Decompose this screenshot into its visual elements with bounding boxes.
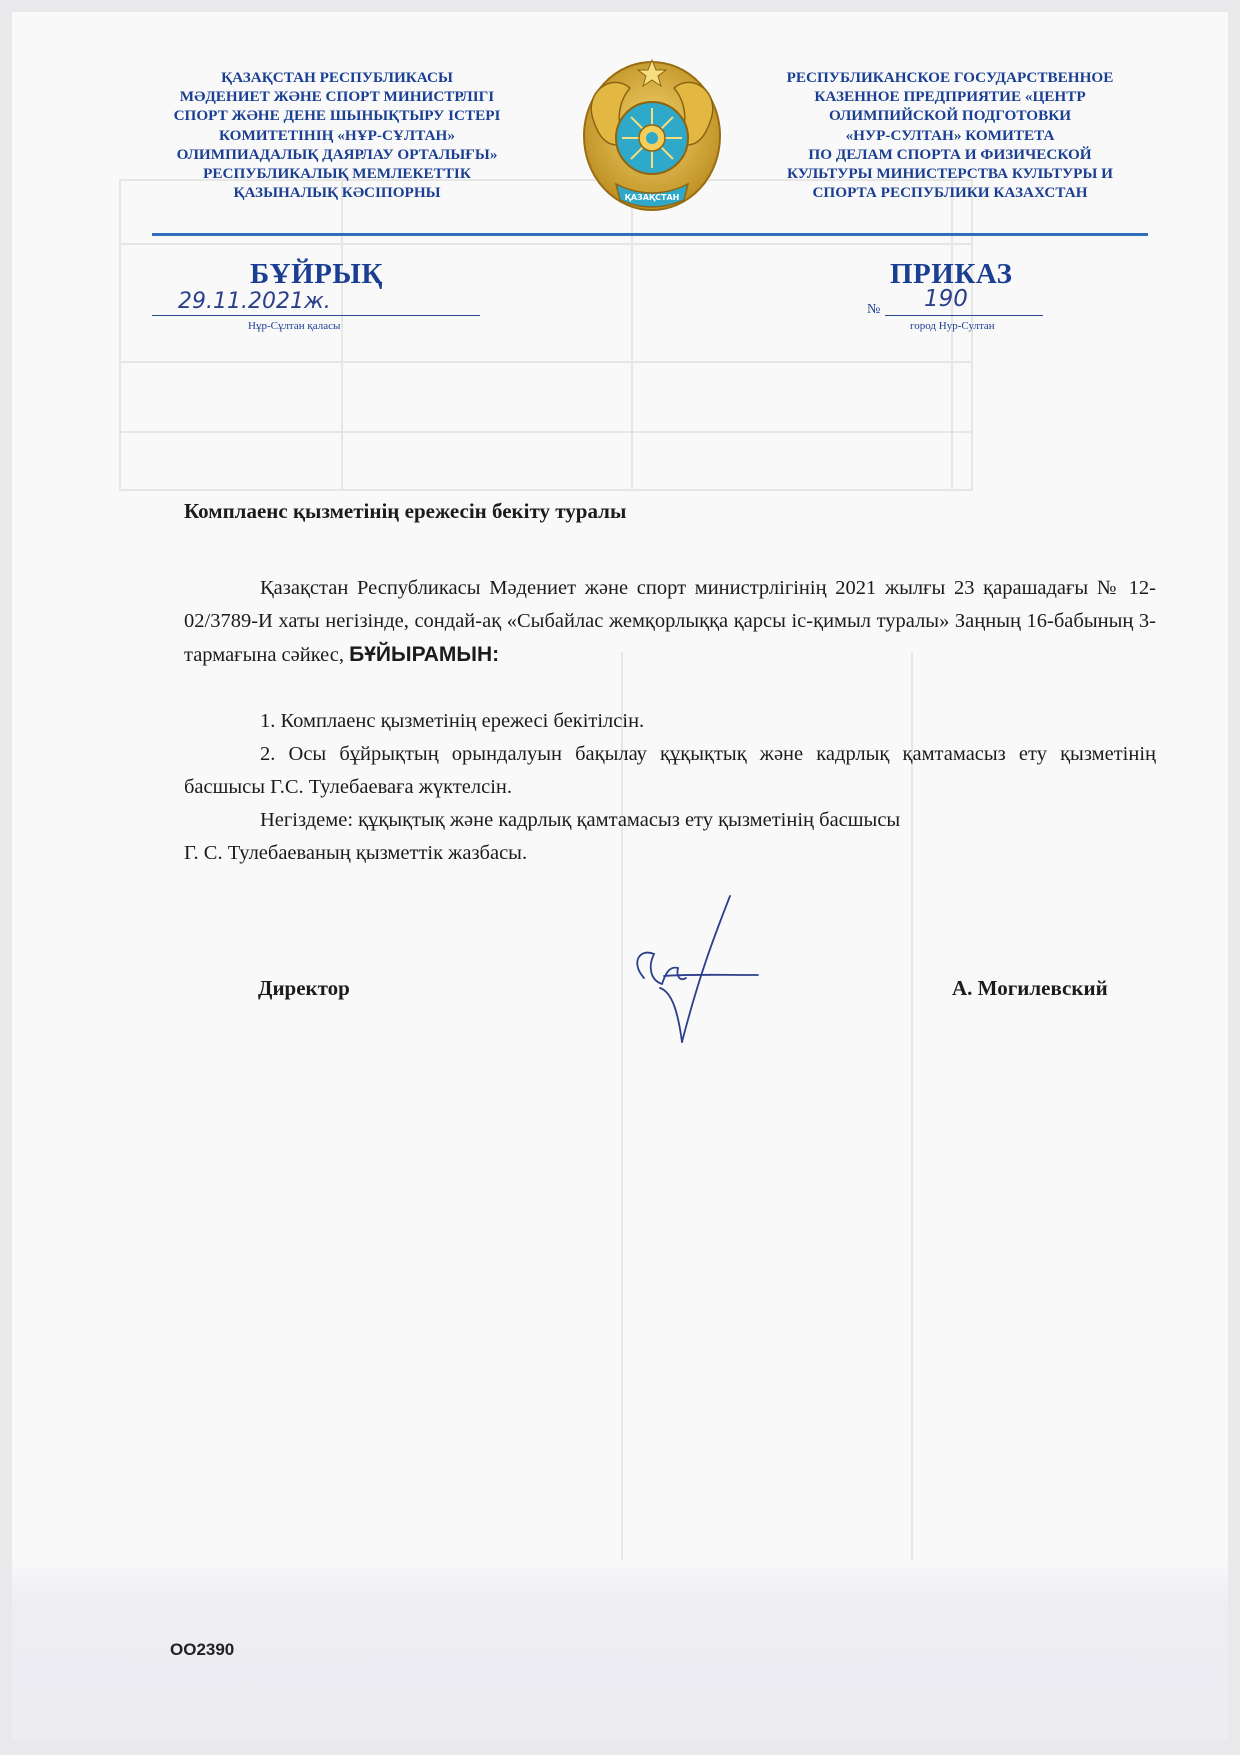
- header-org-ru: [750, 68, 1150, 202]
- handwritten-signature: [620, 892, 760, 1052]
- header-kz-line: ҚАЗАҚСТАН РЕСПУБЛИКАСЫ: [221, 69, 453, 86]
- order-item-2: 2. Осы бұйрықтың орындалуын бақылау құқықтық және кадрлық қамтамасыз ету қызметінің басшысы Г.С. Тулебаеваға жүктелсін.: [184, 743, 1156, 798]
- header-org-kz: [152, 68, 522, 202]
- paragraph-preamble: [184, 572, 1156, 672]
- preamble-text: Қазақстан Республикасы Мәдениет және спорт министрлігінің 2021 жылғы 23 қарашадағы № 12-02/3789-И хаты негізінде, сондай-ақ «Сыбайлас жемқорлыққа қарсы іс-қимыл туралы» Заңның 16-бабының 3-тармағына сәйкес,: [184, 577, 1156, 666]
- emblem-text: ҚАЗАҚСТАН: [624, 193, 680, 202]
- order-number: 190: [924, 286, 968, 312]
- number-underline: [885, 315, 1043, 316]
- document-title: Комплаенс қызметінің ережесін бекіту туралы: [184, 499, 627, 523]
- document-page: [12, 12, 1228, 1740]
- header-kz-line: РЕСПУБЛИКАЛЫҚ МЕМЛЕКЕТТІК: [203, 165, 471, 183]
- order-date: 29.11.2021ж.: [178, 289, 331, 314]
- header-ru-line: «НУР-СУЛТАН» КОМИТЕТА: [845, 126, 1055, 144]
- order-item-1: 1. Комплаенс қызметінің ережесі бекітілсін.: [260, 710, 645, 732]
- basis-line-2: Г. С. Тулебаеваның қызметтік жазбасы.: [184, 842, 528, 864]
- header-ru-line: КУЛЬТУРЫ МИНИСТЕРСТВА КУЛЬТУРЫ И: [787, 165, 1113, 183]
- basis-line-1: Негіздеме: құқықтық және кадрлық қамтамасыз ету қызметінің басшысы: [260, 809, 901, 831]
- order-title-ru: ПРИКАЗ: [890, 258, 1013, 290]
- header-kz-line: КОМИТЕТІНІҢ «НҰР-СҰЛТАН»: [219, 126, 455, 144]
- signatory-position: Директор: [258, 976, 350, 1000]
- header-ru-line: СПОРТА РЕСПУБЛИКИ КАЗАХСТАН: [812, 184, 1088, 202]
- header-ru-line: КАЗЕННОЕ ПРЕДПРИЯТИЕ «ЦЕНТР: [814, 88, 1086, 106]
- city-ru: город Нур-Султан: [910, 320, 995, 332]
- header-ru-line: РЕСПУБЛИКАНСКОЕ ГОСУДАРСТВЕННОЕ: [786, 69, 1114, 86]
- signatory-name: А. Могилевский: [952, 976, 1108, 1000]
- basis-paragraph: [184, 804, 1156, 870]
- header-kz-line: ОЛИМПИАДАЛЫҚ ДАЯРЛАУ ОРТАЛЫҒЫ»: [176, 145, 498, 163]
- header-kz-line: СПОРТ ЖӘНЕ ДЕНЕ ШЫНЫҚТЫРУ ІСТЕРІ: [173, 107, 501, 125]
- document-code: ОО2390: [170, 1640, 235, 1659]
- order-directive: БҰЙЫРАМЫН:: [349, 643, 500, 666]
- number-sign: №: [867, 302, 881, 317]
- state-emblem-icon: [572, 52, 732, 220]
- date-underline: [152, 315, 480, 316]
- header-ru-line: ПО ДЕЛАМ СПОРТА И ФИЗИЧЕСКОЙ: [808, 145, 1092, 163]
- header-ru-line: ОЛИМПИЙСКОЙ ПОДГОТОВКИ: [828, 107, 1072, 125]
- order-title-kz: БҰЙРЫҚ: [250, 258, 383, 290]
- header-kz-line: МӘДЕНИЕТ ЖӘНЕ СПОРТ МИНИСТРЛІГІ: [179, 88, 495, 106]
- city-kz: Нұр-Сұлтан қаласы: [248, 320, 341, 332]
- reverse-side-show-through: [12, 12, 1228, 1740]
- header-divider: [152, 233, 1148, 236]
- header-kz-line: ҚАЗЫНАЛЫҚ КӘСІПОРНЫ: [233, 184, 441, 202]
